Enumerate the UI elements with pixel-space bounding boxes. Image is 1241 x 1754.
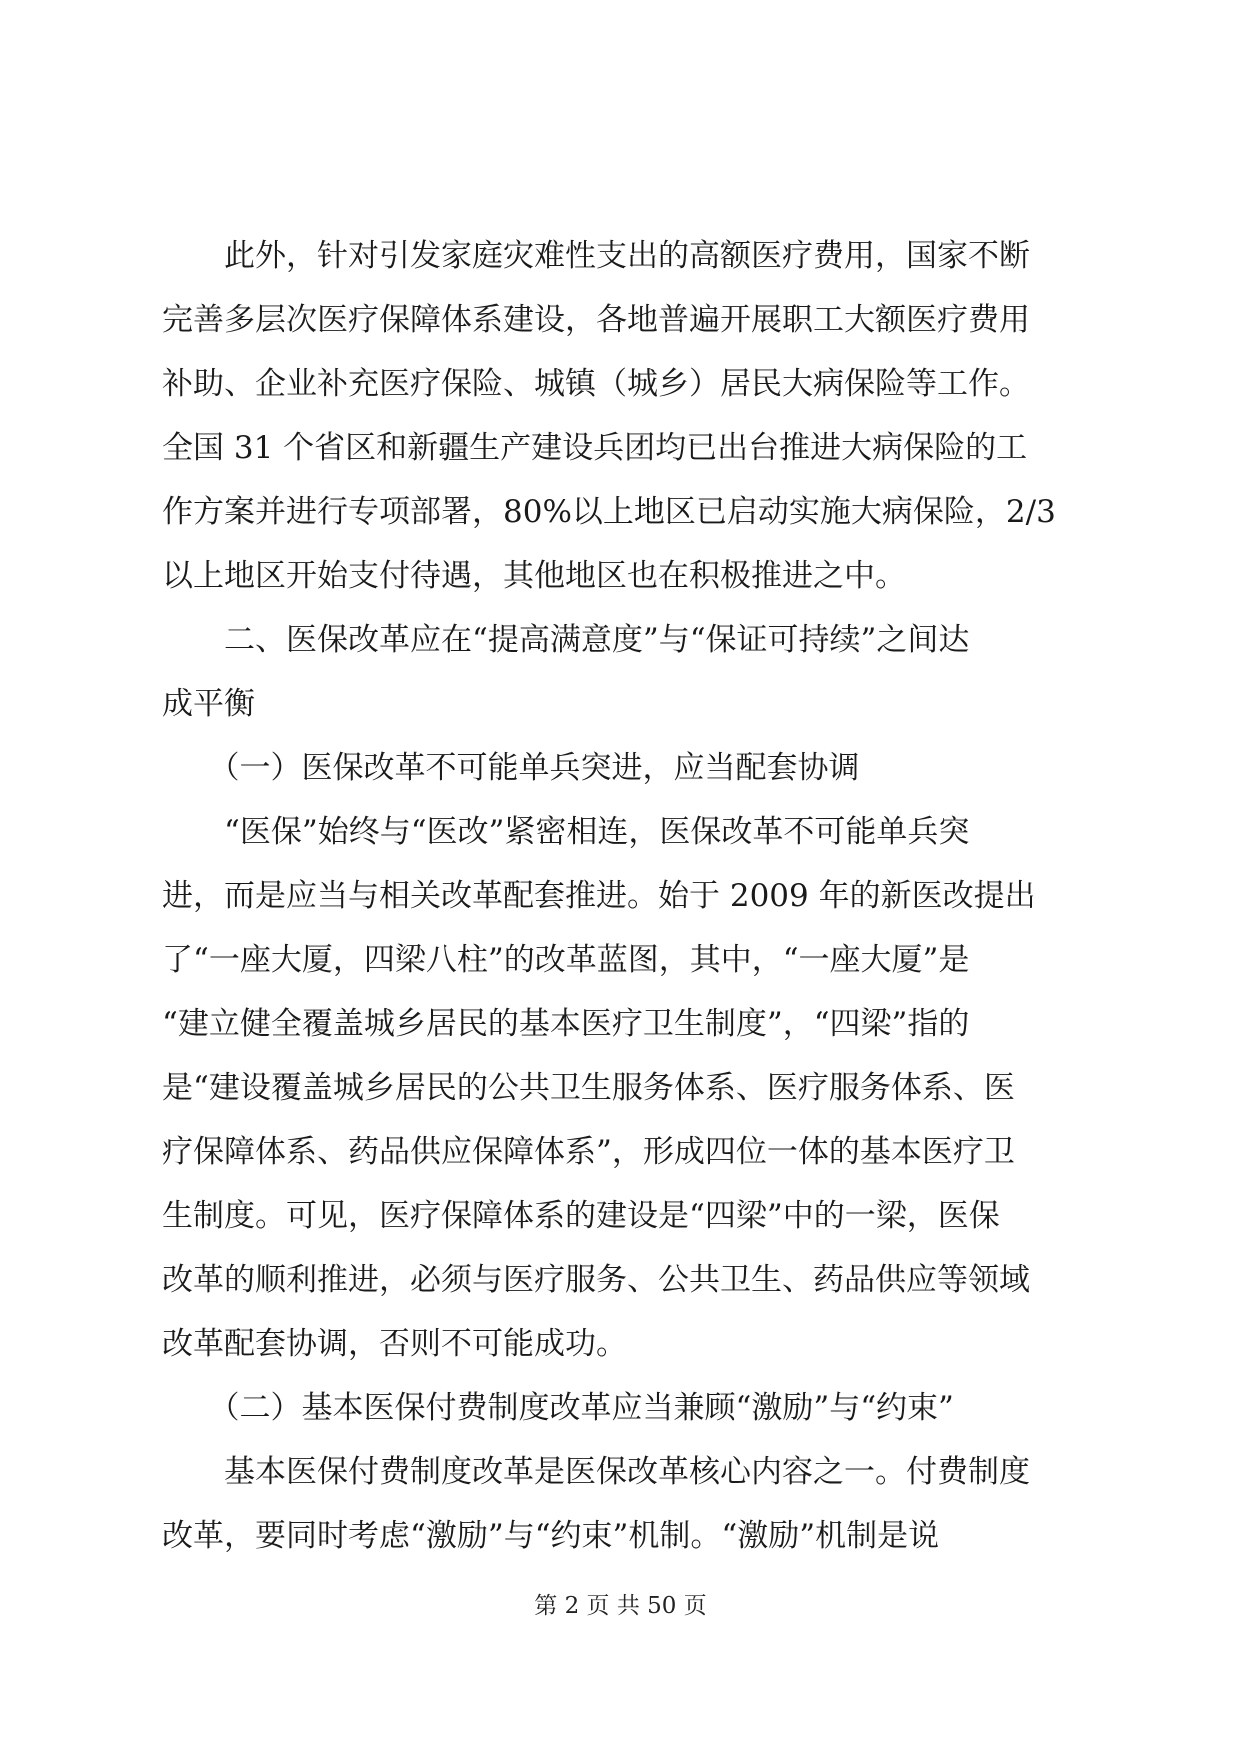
text-line: 此外，针对引发家庭灾难性支出的高额医疗费用，国家不断: [162, 238, 1030, 274]
text-line: 进，而是应当与相关改革配套推进。始于 2009 年的新医改提出: [162, 878, 1036, 914]
section-heading: 二、医保改革应在“提高满意度”与“保证可持续”之间达: [162, 622, 970, 658]
section-heading: 成平衡: [162, 686, 255, 722]
text-line: 是“建设覆盖城乡居民的公共卫生服务体系、医疗服务体系、医: [162, 1070, 1015, 1106]
text-line: 以上地区开始支付待遇，其他地区也在积极推进之中。: [162, 558, 906, 594]
text-line: 改革，要同时考虑“激励”与“约束”机制。“激励”机制是说: [162, 1518, 940, 1554]
text-line: 疗保障体系、药品供应保障体系”，形成四位一体的基本医疗卫: [162, 1134, 1015, 1170]
text-line: 改革配套协调，否则不可能成功。: [162, 1326, 627, 1362]
text-line: “建立健全覆盖城乡居民的基本医疗卫生制度”，“四梁”指的: [162, 1006, 970, 1042]
text-line: 完善多层次医疗保障体系建设，各地普遍开展职工大额医疗费用: [162, 302, 1030, 338]
text-line: 补助、企业补充医疗保险、城镇（城乡）居民大病保险等工作。: [162, 366, 1030, 402]
text-line: “医保”始终与“医改”紧密相连，医保改革不可能单兵突: [162, 814, 970, 850]
text-line: 生制度。可见，医疗保障体系的建设是“四梁”中的一梁，医保: [162, 1198, 1000, 1234]
text-line: 作方案并进行专项部署，80%以上地区已启动实施大病保险，2/3: [162, 494, 1056, 530]
subsection-heading: （一）医保改革不可能单兵突进，应当配套协调: [162, 750, 860, 786]
text-line: 改革的顺利推进，必须与医疗服务、公共卫生、药品供应等领域: [162, 1262, 1030, 1298]
text-line: 了“一座大厦，四梁八柱”的改革蓝图，其中，“一座大厦”是: [162, 942, 970, 978]
text-line: 基本医保付费制度改革是医保改革核心内容之一。付费制度: [162, 1454, 1030, 1490]
text-line: 全国 31 个省区和新疆生产建设兵团均已出台推进大病保险的工: [162, 430, 1028, 466]
page-footer: 第 2 页 共 50 页: [534, 1593, 707, 1619]
subsection-heading: （二）基本医保付费制度改革应当兼顾“激励”与“约束”: [162, 1390, 954, 1426]
